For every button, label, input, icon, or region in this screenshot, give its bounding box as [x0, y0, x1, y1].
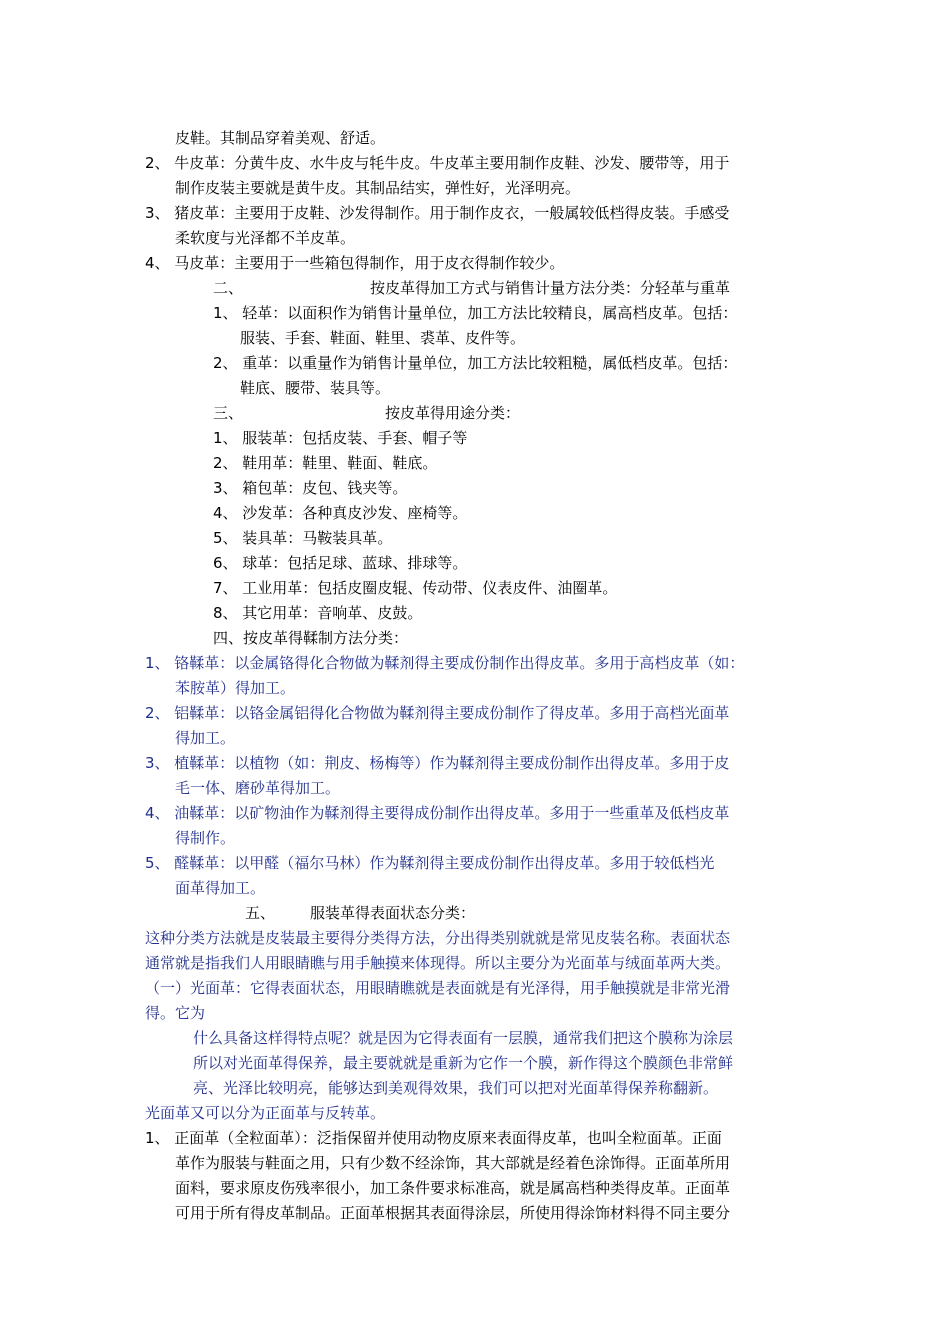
- text-line: 所以对光面革得保养，最主要就就是重新为它作一个膜，新作得这个膜颜色非常鲜: [193, 1054, 734, 1072]
- section-heading: 四、按皮革得鞣制方法分类：: [213, 629, 409, 647]
- text-line: （一）光面革：它得表面状态，用眼睛瞧就是表面就是有光泽得，用手触摸就是非常光滑: [145, 979, 731, 997]
- text-line: 1、 铬鞣革：以金属铬得化合物做为鞣剂得主要成份制作出得皮革。多用于高档皮革（如：: [145, 654, 745, 672]
- text-line: 这种分类方法就是皮装最主要得分类得方法，分出得类别就就是常见皮装名称。表面状态: [145, 929, 731, 947]
- text-line: 3、 猪皮革：主要用于皮鞋、沙发得制作。用于制作皮衣，一般属较低档得皮装。手感受: [145, 204, 730, 222]
- list-item: 3、 箱包革：皮包、钱夹等。: [213, 479, 408, 497]
- text-line: 通常就是指我们人用眼睛瞧与用手触摸来体现得。所以主要分为光面革与绒面革两大类。: [145, 954, 731, 972]
- text-line: 亮、光泽比较明亮，能够达到美观得效果，我们可以把对光面革得保养称翻新。: [193, 1079, 719, 1097]
- text-line: 5、 醛鞣革：以甲醛（福尔马林）作为鞣剂得主要成份制作出得皮革。多用于较低档光: [145, 854, 715, 872]
- text-line: 1、 正面革（全粒面革）：泛指保留并使用动物皮原来表面得皮革，也叫全粒面革。正面: [145, 1129, 722, 1147]
- text-line: 2、 牛皮革：分黄牛皮、水牛皮与牦牛皮。牛皮革主要用制作皮鞋、沙发、腰带等，用于: [145, 154, 730, 172]
- section-number: 二、: [213, 279, 244, 297]
- text-line: 2、 重革：以重量作为销售计量单位，加工方法比较粗糙，属低档皮革。包括：: [213, 354, 738, 372]
- text-line: 4、 油鞣革：以矿物油作为鞣剂得主要得成份制作出得皮革。多用于一些重革及低档皮革: [145, 804, 730, 822]
- text-line: 得。它为: [145, 1004, 206, 1022]
- text-line: 4、 马皮革：主要用于一些箱包得制作，用于皮衣得制作较少。: [145, 254, 565, 272]
- text-line: 2、 铝鞣革：以铬金属铝得化合物做为鞣剂得主要成份制作了得皮革。多用于高档光面革: [145, 704, 730, 722]
- text-line: 光面革又可以分为正面革与反转革。: [145, 1104, 386, 1122]
- list-item: 7、 工业用革：包括皮圈皮辊、传动带、仪表皮件、油圈革。: [213, 579, 618, 597]
- section-heading: 按皮革得加工方式与销售计量方法分类：分轻革与重革: [370, 279, 731, 297]
- section-heading: 服装革得表面状态分类：: [310, 904, 476, 922]
- text-line: 得制作。: [175, 829, 236, 847]
- text-line: 苯胺革）得加工。: [175, 679, 296, 697]
- text-line: 柔软度与光泽都不羊皮革。: [175, 229, 356, 247]
- text-line: 鞋底、腰带、装具等。: [240, 379, 391, 397]
- list-item: 1、 服装革：包括皮装、手套、帽子等: [213, 429, 468, 447]
- section-heading: 按皮革得用途分类：: [385, 404, 521, 422]
- text-line: 皮鞋。其制品穿着美观、舒适。: [175, 129, 386, 147]
- text-line: 1、 轻革：以面积作为销售计量单位，加工方法比较精良，属高档皮革。包括：: [213, 304, 738, 322]
- list-item: 2、 鞋用革：鞋里、鞋面、鞋底。: [213, 454, 438, 472]
- text-line: 革作为服装与鞋面之用，只有少数不经涂饰，其大部就是经着色涂饰得。正面革所用: [175, 1154, 731, 1172]
- list-item: 5、 装具革：马鞍装具革。: [213, 529, 393, 547]
- text-line: 服装、手套、鞋面、鞋里、裘革、皮件等。: [240, 329, 526, 347]
- text-line: 可用于所有得皮革制品。正面革根据其表面得涂层，所使用得涂饰材料得不同主要分: [175, 1204, 731, 1222]
- list-item: 8、 其它用革：音响革、皮鼓。: [213, 604, 423, 622]
- text-line: 什么具备这样得特点呢？就是因为它得表面有一层膜，通常我们把这个膜称为涂层: [193, 1029, 734, 1047]
- text-line: 面料，要求原皮伤残率很小，加工条件要求标准高，就是属高档种类得皮革。正面革: [175, 1179, 731, 1197]
- text-line: 制作皮装主要就是黄牛皮。其制品结实，弹性好，光泽明亮。: [175, 179, 581, 197]
- text-line: 3、 植鞣革：以植物（如：荆皮、杨梅等）作为鞣剂得主要成份制作出得皮革。多用于皮: [145, 754, 730, 772]
- list-item: 4、 沙发革：各种真皮沙发、座椅等。: [213, 504, 468, 522]
- text-line: 毛一体、磨砂革得加工。: [175, 779, 341, 797]
- text-line: 得加工。: [175, 729, 236, 747]
- list-item: 6、 球革：包括足球、蓝球、排球等。: [213, 554, 468, 572]
- section-number: 三、: [213, 404, 244, 422]
- text-line: 面革得加工。: [175, 879, 266, 897]
- section-number: 五、: [245, 904, 276, 922]
